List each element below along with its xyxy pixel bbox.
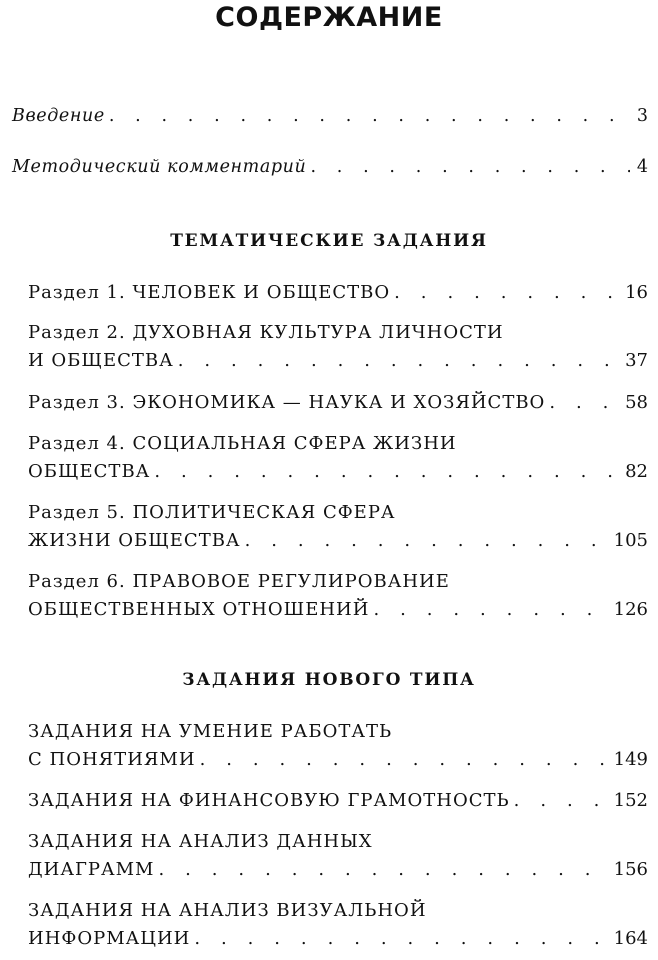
dot-leader	[549, 389, 621, 417]
dot-leader	[514, 787, 610, 815]
toc-entry-label-line1: Раздел 2. ДУХОВНАЯ КУЛЬТУРА ЛИЧНОСТИ	[28, 322, 504, 343]
toc-entry-label: ИНФОРМАЦИИ	[28, 928, 191, 949]
page-title: СОДЕРЖАНИЕ	[215, 2, 443, 33]
toc-page-number: 82	[625, 461, 648, 482]
toc-entry-label: ОБЩЕСТВА	[28, 461, 151, 482]
dot-leader	[194, 925, 609, 953]
dot-leader	[154, 458, 621, 486]
toc-entry-label-line1: ЗАДАНИЯ НА АНАЛИЗ ДАННЫХ	[28, 831, 373, 852]
dot-leader	[394, 279, 621, 307]
toc-entry-label-line1: Раздел 5. ПОЛИТИЧЕСКАЯ СФЕРА	[28, 502, 396, 523]
toc-page-number: 37	[625, 350, 648, 371]
toc-page-number: 105	[613, 530, 648, 551]
toc-entry-introduction[interactable]	[12, 102, 648, 130]
toc-entry-section-1[interactable]	[28, 279, 648, 307]
section-heading-new-type: ЗАДАНИЯ НОВОГО ТИПА	[182, 670, 476, 690]
toc-page-number: 126	[613, 599, 648, 620]
toc-page-number: 4	[636, 157, 648, 177]
dot-leader	[178, 347, 621, 375]
toc-page-number: 152	[613, 790, 648, 811]
toc-entry-label: ЖИЗНИ ОБЩЕСТВА	[28, 530, 241, 551]
toc-page-number: 58	[625, 392, 648, 413]
toc-page-number: 164	[613, 928, 648, 949]
toc-entry-section-6[interactable]	[28, 568, 648, 624]
toc-entry-section-4[interactable]	[28, 430, 648, 486]
toc-entry-label-line1: ЗАДАНИЯ НА УМЕНИЕ РАБОТАТЬ	[28, 721, 393, 742]
toc-page-number: 149	[613, 749, 648, 770]
toc-entry-label: Введение	[12, 106, 105, 126]
toc-page-number: 3	[636, 106, 648, 126]
toc-entry-label: И ОБЩЕСТВА	[28, 350, 174, 371]
dot-leader	[159, 856, 610, 884]
dot-leader	[373, 596, 609, 624]
toc-entry-concepts[interactable]	[28, 718, 648, 774]
dot-leader	[109, 102, 630, 130]
dot-leader	[245, 527, 610, 555]
toc-page-number: 16	[625, 282, 648, 303]
toc-entry-label: С ПОНЯТИЯМИ	[28, 749, 196, 770]
toc-entry-diagram-analysis[interactable]	[28, 828, 648, 884]
section-heading-thematic: ТЕМАТИЧЕСКИЕ ЗАДАНИЯ	[170, 231, 488, 251]
toc-entry-label: ЗАДАНИЯ НА ФИНАНСОВУЮ ГРАМОТНОСТЬ	[28, 790, 510, 811]
toc-entry-financial-literacy[interactable]	[28, 787, 648, 815]
toc-entry-section-3[interactable]	[28, 389, 648, 417]
toc-entry-label: Методический комментарий	[12, 157, 307, 177]
dot-leader	[200, 746, 610, 774]
toc-entry-section-5[interactable]	[28, 499, 648, 555]
toc-entry-label: Раздел 3. ЭКОНОМИКА — НАУКА И ХОЗЯЙСТВО	[28, 392, 546, 413]
toc-entry-label: ОБЩЕСТВЕННЫХ ОТНОШЕНИЙ	[28, 599, 370, 620]
toc-entry-label-line1: Раздел 6. ПРАВОВОЕ РЕГУЛИРОВАНИЕ	[28, 571, 450, 592]
toc-entry-methodical-comment[interactable]	[12, 153, 648, 181]
toc-entry-label: Раздел 1. ЧЕЛОВЕК И ОБЩЕСТВО	[28, 282, 391, 303]
dot-leader	[310, 153, 630, 181]
toc-entry-visual-analysis[interactable]	[28, 897, 648, 953]
toc-entry-section-2[interactable]	[28, 319, 648, 375]
toc-entry-label-line1: ЗАДАНИЯ НА АНАЛИЗ ВИЗУАЛЬНОЙ	[28, 900, 427, 921]
toc-entry-label-line1: Раздел 4. СОЦИАЛЬНАЯ СФЕРА ЖИЗНИ	[28, 433, 457, 454]
toc-page-number: 156	[613, 859, 648, 880]
toc-entry-label: ДИАГРАММ	[28, 859, 155, 880]
